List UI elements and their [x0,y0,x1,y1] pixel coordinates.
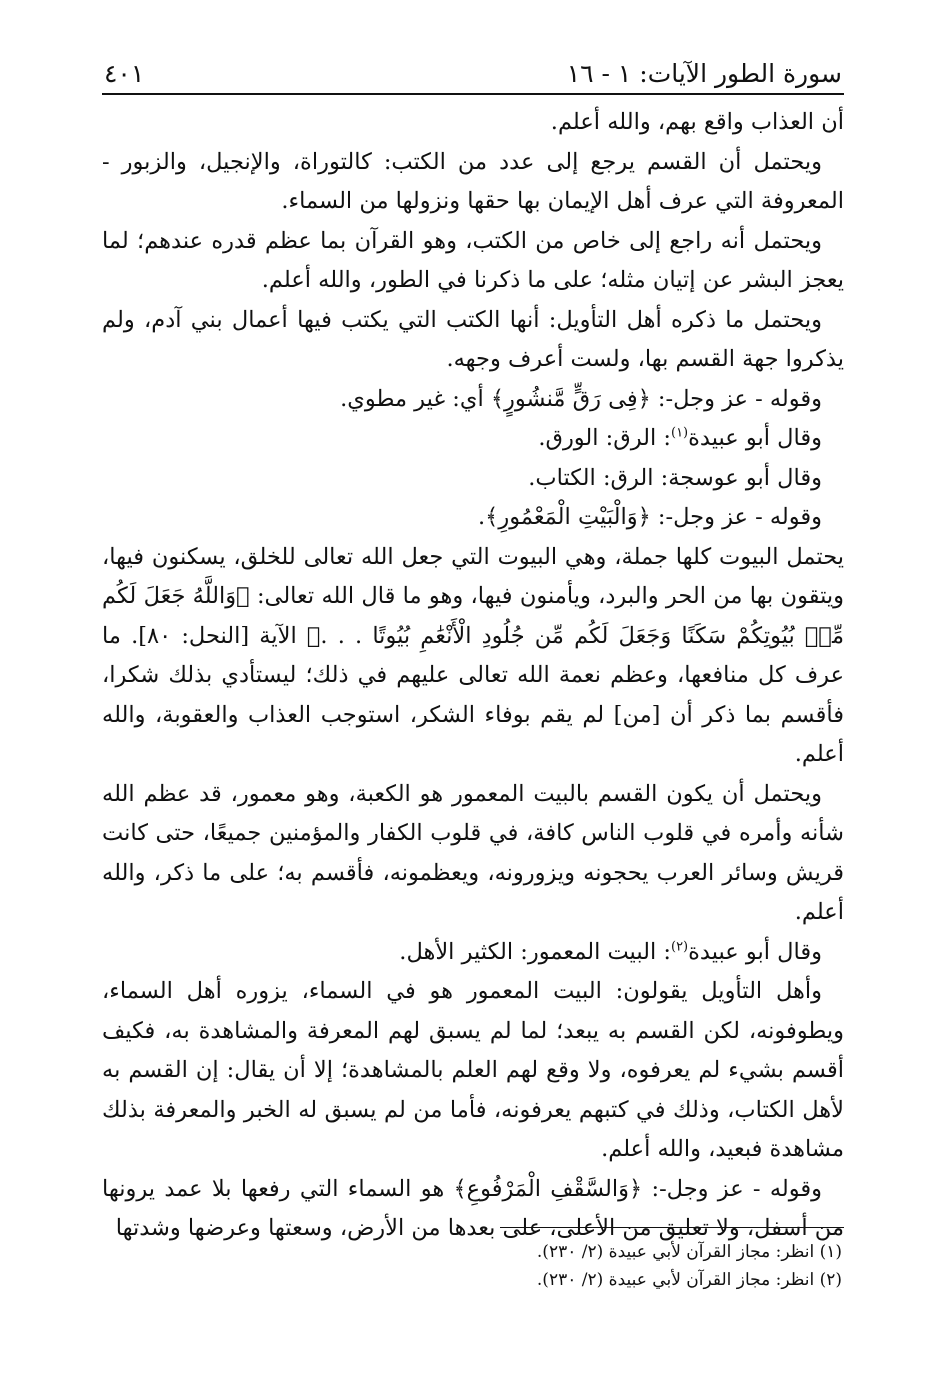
text-run: هو السماء التي رفعها بلا عمد يرونها من أسفل، ولا تعليق من الأعلى، على بعدها من الأرض، وسعتها وعرضها وشدتها [102,1175,844,1241]
paragraph [102,419,844,459]
page-number: ٤٠١ [104,58,145,88]
running-title: سورة الطور الآيات: ١ - ١٦ [566,58,842,88]
footnote-rule [500,1227,844,1228]
text-run: وقوله - عز وجل-: [650,504,822,530]
text-run: الآية [النحل: ٨٠]. ما عرف كل منافعها، وعظم نعمة الله تعالى عليهم في ذلك؛ ليستأدي بذلك شكرا، فأقسم بما ذكر أن [من] لم يقم بوفاء الشكر، استوجب العذاب والعقوبة، والله أعلم. [102,622,844,767]
paragraph: وقال أبو عوسجة: الرق: الكتاب. [528,464,822,491]
paragraph [102,933,844,973]
text-run: : الرق: الورق. [538,425,671,451]
header-rule [102,93,844,95]
paragraph [102,380,844,420]
footnote-ref: (١) [670,425,689,441]
text-run: . [477,504,486,530]
paragraph: وأهل التأويل يقولون: البيت المعمور هو في السماء، يزوره أهل السماء، ويطوفونه، لكن القسم به يبعد؛ لما لم يسبق لهم المعرفة والمشاهدة به، فكيف أقسم بشيء لم يعرفوه، ولا وقع لهم العلم بالمشاهدة؛ إلا أن يقال: إن القسم به لأهل الكتاب، وذلك في كتبهم يعرفونه، فأما من لم يسبق له الخبر والمعرفة بذلك مشاهدة فبعيد، والله أعلم. [102,978,844,1162]
text-run: وقال أبو عبيدة [688,938,822,965]
paragraph: أن العذاب واقع بهم، والله أعلم. [550,109,844,135]
footnote: (٢) انظر: مجاز القرآن لأبي عبيدة (٢/ ٢٣٠). [536,1270,842,1290]
main-text [102,103,844,1249]
paragraph: ويحتمل أن القسم يرجع إلى عدد من الكتب: كالتوراة، والإنجيل، والزبور - المعروفة التي عرف أهل الإيمان بها حقها ونزولها من السماء. [102,148,844,214]
quran-quote: ﴿وَاللَّهُ جَعَلَ لَكُم مِّنۢ بُيُوتِكُمْ سَكَنًا وَجَعَلَ لَكُم مِّن جُلُودِ الْأَنْعَٰمِ بُيُوتًا . . .﴾ [102,583,844,649]
quran-quote: ﴿وَالْبَيْتِ الْمَعْمُورِ﴾ [485,504,651,530]
footnote: (١) انظر: مجاز القرآن لأبي عبيدة (٢/ ٢٣٠). [536,1242,842,1262]
paragraph: ويحتمل أن يكون القسم بالبيت المعمور هو الكعبة، وهو معمور، قد عظم الله شأنه وأمره في قلوب الناس كافة، في قلوب الكفار والمؤمنين جميعًا، حتى كانت قريش وسائر العرب يحجونه ويزورونه، ويعظمونه، فأقسم به؛ على ما ذكر، والله أعلم. [102,780,844,925]
text-run: يحتمل البيوت كلها جملة، وهي البيوت التي جعل الله تعالى للخلق، يسكنون فيها، ويتقون بها من الحر والبرد، ويأمنون فيها، وهو ما قال الله تعالى: [102,543,844,609]
paragraph [102,498,844,538]
text-run: وقال أبو عبيدة [688,425,822,451]
text-run: أي: غير مطوي. [340,385,491,412]
footnotes [100,1238,842,1294]
footnote-ref: (٢) [670,939,689,954]
quran-quote: ﴿فِى رَقٍّ مَّنشُورٍ﴾ [490,385,651,412]
running-header [104,52,842,94]
quran-quote: ﴿وَالسَّقْفِ الْمَرْفُوعِ﴾ [453,1175,643,1202]
paragraph: ويحتمل أنه راجع إلى خاص من الكتب، وهو القرآن بما عظم قدره عندهم؛ لما يعجز البشر عن إتيان مثله؛ على ما ذكرنا في الطور، والله أعلم. [102,227,844,293]
paragraph: ويحتمل ما ذكره أهل التأويل: أنها الكتب التي يكتب فيها أعمال بني آدم، ولم يذكروا جهة القسم بها، ولست أعرف وجهه. [102,306,844,372]
text-run: : البيت المعمور: الكثير الأهل. [399,938,671,965]
text-run: وقوله - عز وجل-: [650,385,822,412]
paragraph [102,1170,844,1249]
paragraph [102,538,844,775]
text-run: وقوله - عز وجل-: [642,1175,822,1202]
